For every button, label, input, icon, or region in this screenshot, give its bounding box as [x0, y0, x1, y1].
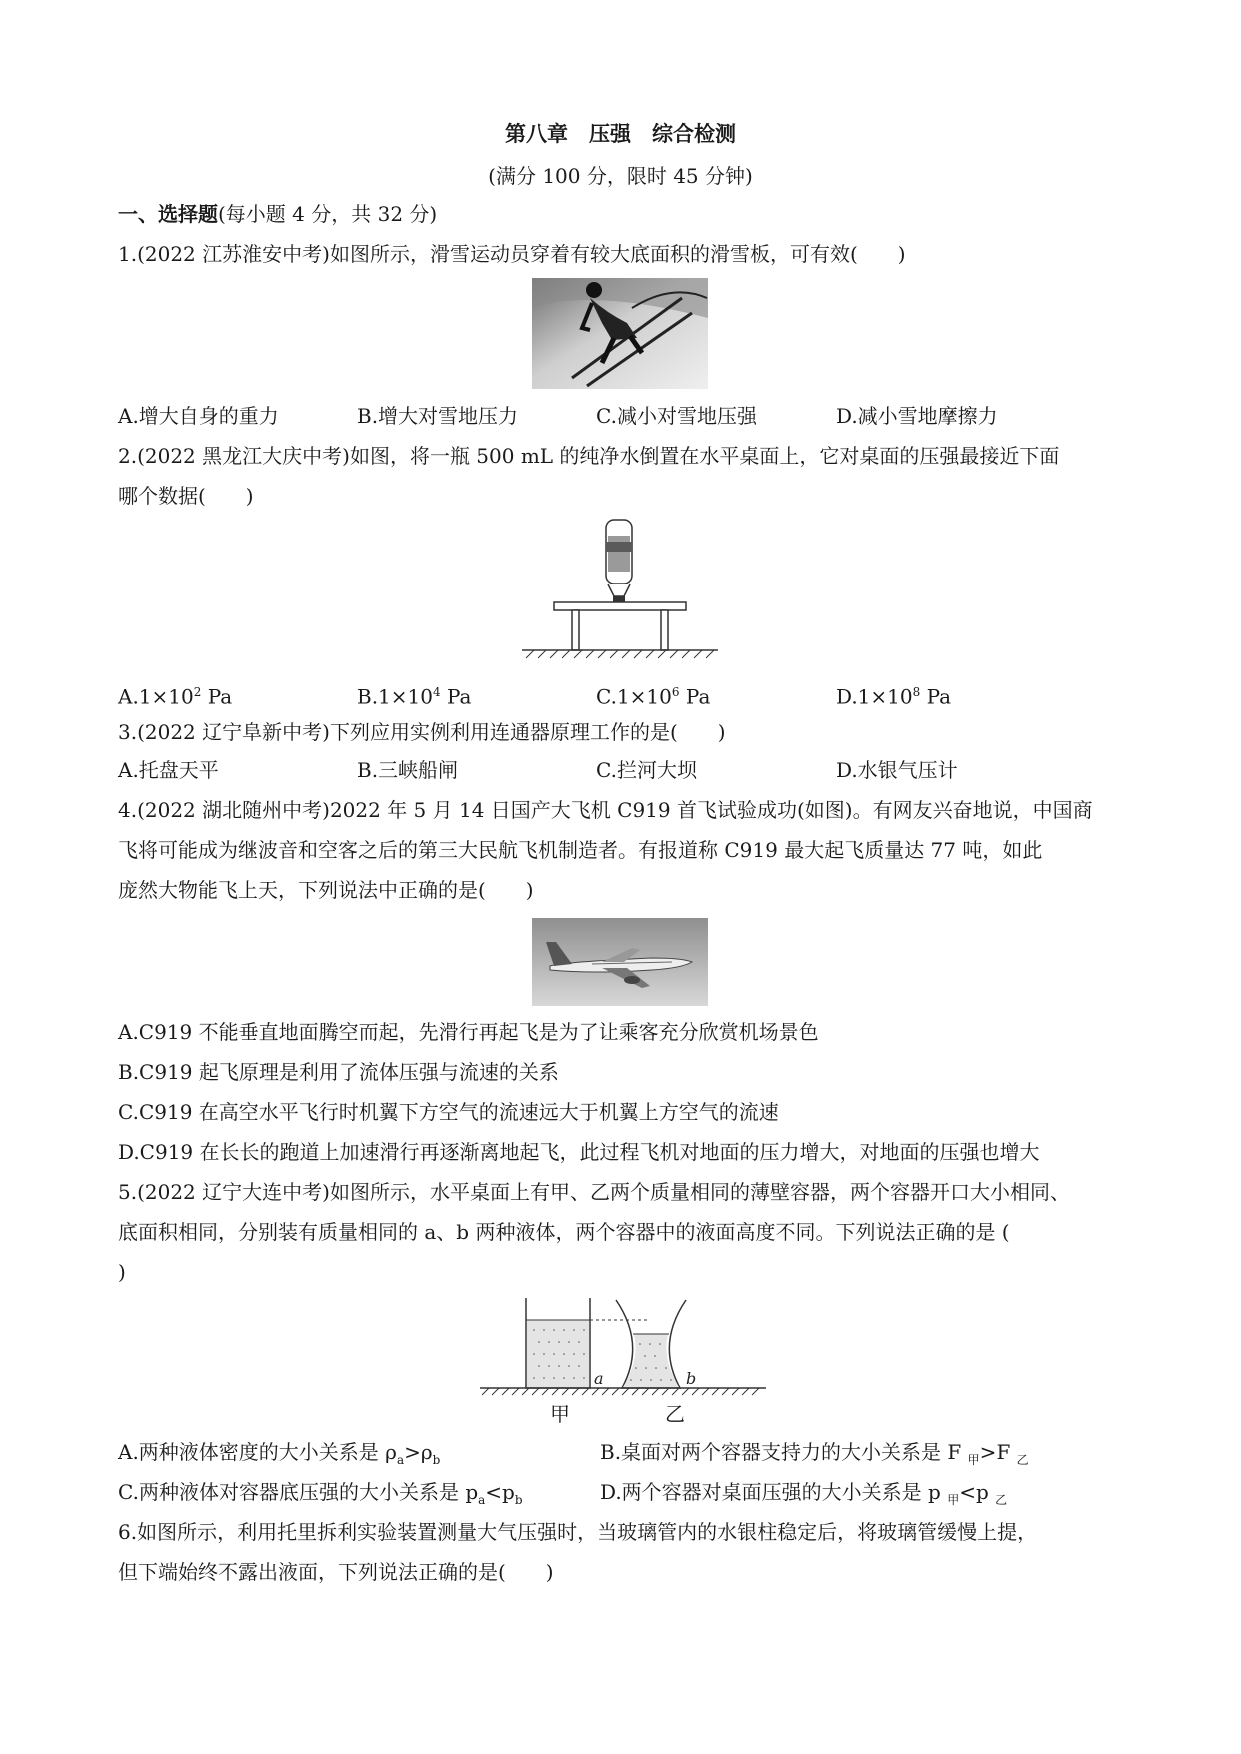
question-4-stem-line2: 飞将可能成为继波音和空客之后的第三大民航飞机制造者。有报道称 C919 最大起飞质量达 77 吨，如此 [118, 838, 1043, 862]
bottle-on-table-diagram [520, 518, 720, 666]
q4-option-c: C.C919 在高空水平飞行时机翼下方空气的流速远大于机翼上方空气的流速 [118, 1100, 779, 1124]
q3-option-c: C.拦河大坝 [596, 758, 697, 782]
q1-option-c: C.减小对雪地压强 [596, 404, 757, 428]
exam-subtitle: (满分 100 分，限时 45 分钟) [488, 164, 753, 188]
q1-option-b: B.增大对雪地压力 [357, 404, 519, 428]
question-2-stem-line1: 2.(2022 黑龙江大庆中考)如图，将一瓶 500 mL 的纯净水倒置在水平桌面上，它对桌面的压强最接近下面 [118, 444, 1060, 468]
question-5-stem-line2: 底面积相同，分别装有质量相同的 a、b 两种液体，两个容器中的液面高度不同。下列说法正确的是 ( [118, 1220, 1010, 1244]
container-yi-label: 乙 [665, 1402, 685, 1426]
two-containers-diagram [478, 1296, 768, 1408]
label-a: a [594, 1369, 604, 1388]
q1-option-d: D.减小雪地摩擦力 [836, 404, 998, 428]
q2-option-c: $C.1\times 10^6$ Pa [596, 684, 711, 709]
q2-option-b: $B.1\times 10^4$ Pa [357, 684, 472, 709]
q1-option-a: A.增大自身的重力 [118, 404, 279, 428]
q2-option-d: $D.1\times 10^8$ Pa [836, 684, 952, 709]
q2-option-a: $A.1\times 10^2$ Pa [118, 684, 233, 709]
airplane-photo [532, 918, 708, 1006]
q5-option-b: B.桌面对两个容器支持力的大小关系是 F $_甲$>F $_乙$ [600, 1440, 1029, 1467]
label-b: b [686, 1369, 697, 1388]
question-1-stem: 1.(2022 江苏淮安中考)如图所示，滑雪运动员穿着有较大底面积的滑雪板，可有效( ) [118, 242, 906, 266]
question-5-stem-line1: 5.(2022 辽宁大连中考)如图所示，水平桌面上有甲、乙两个质量相同的薄壁容器，两个容器开口大小相同、 [118, 1180, 1070, 1204]
question-5-stem-line3: ) [118, 1260, 126, 1284]
question-6-stem-line2: 但下端始终不露出液面，下列说法正确的是( ) [118, 1560, 554, 1584]
question-4-stem-line3: 庞然大物能飞上天，下列说法中正确的是( ) [118, 878, 534, 902]
chapter-title: 第八章 压强 综合检测 [505, 121, 736, 146]
q3-option-a: A.托盘天平 [118, 758, 219, 782]
question-6-stem-line1: 6.如图所示，利用托里拆利实验装置测量大气压强时，当玻璃管内的水银柱稳定后，将玻璃管缓慢上提， [118, 1520, 1038, 1544]
skier-photo [532, 278, 708, 389]
q4-option-d: D.C919 在长长的跑道上加速滑行再逐渐离地起飞，此过程飞机对地面的压力增大，对地面的压强也增大 [118, 1140, 1040, 1164]
q3-option-b: B.三峡船闸 [357, 758, 459, 782]
q4-option-b: B.C919 起飞原理是利用了流体压强与流速的关系 [118, 1060, 559, 1084]
q4-option-a: A.C919 不能垂直地面腾空而起，先滑行再起飞是为了让乘客充分欣赏机场景色 [118, 1020, 819, 1044]
q5-option-c: C.两种液体对容器底压强的大小关系是 $p_a<p_b$ [118, 1480, 523, 1507]
q3-option-d: D.水银气压计 [836, 758, 958, 782]
q5-option-a: A.两种液体密度的大小关系是 $\rho_a>\rho_b$ [118, 1440, 441, 1467]
question-4-stem-line1: 4.(2022 湖北随州中考)2022 年 5 月 14 日国产大飞机 C919 首飞试验成功(如图)。有网友兴奋地说，中国商 [118, 798, 1093, 822]
question-3-stem: 3.(2022 辽宁阜新中考)下列应用实例利用连通器原理工作的是( ) [118, 720, 726, 744]
container-jia-label: 甲 [550, 1402, 570, 1426]
question-2-stem-line2: 哪个数据( ) [118, 484, 254, 508]
q5-option-d: D.两个容器对桌面压强的大小关系是 p $_甲$<p $_乙$ [600, 1480, 1008, 1507]
section-heading: 一、选择题(每小题 4 分，共 32 分) [118, 202, 438, 226]
